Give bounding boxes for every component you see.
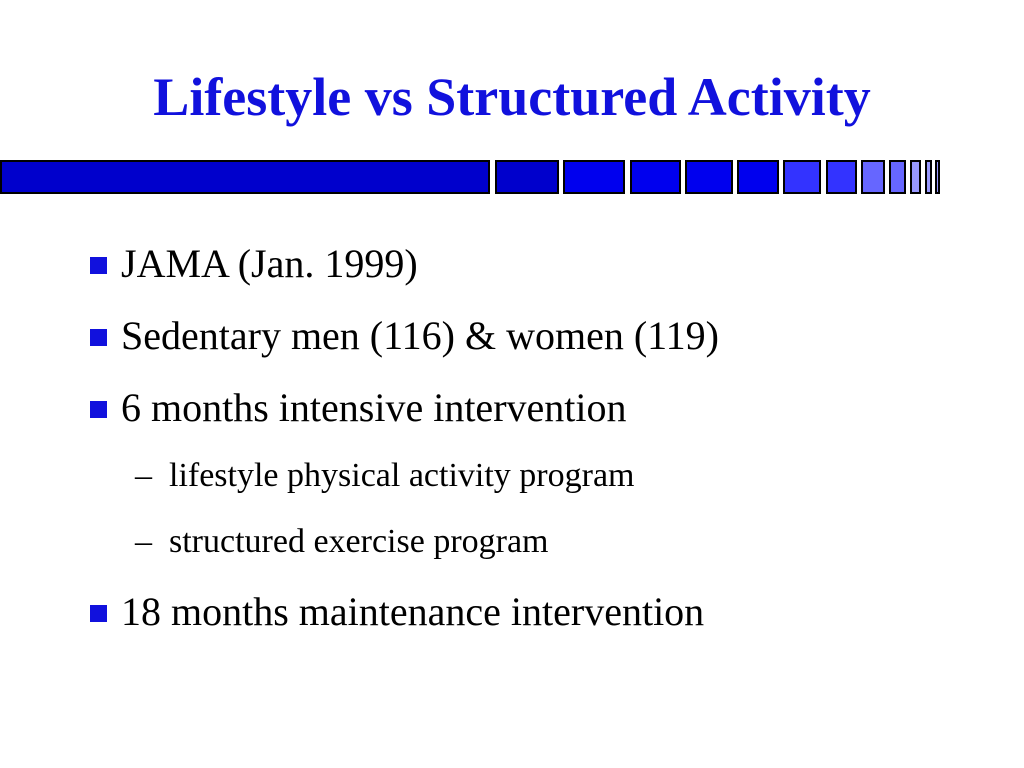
- bullet-item: [90, 384, 627, 432]
- dash-marker: –: [135, 523, 152, 560]
- square-bullet-icon: [90, 329, 107, 346]
- bullet-text: 18 months maintenance intervention: [121, 589, 705, 634]
- sub-bullet-item: [135, 522, 549, 562]
- bullet-item: [90, 312, 719, 360]
- bullet-text: 6 months intensive intervention: [121, 385, 627, 430]
- square-bullet-icon: [90, 257, 107, 274]
- sub-bullet-text: lifestyle physical activity program: [169, 457, 635, 494]
- sub-bullet-text: structured exercise program: [169, 523, 549, 560]
- bullet-text: JAMA (Jan. 1999): [121, 241, 418, 286]
- square-bullet-icon: [90, 401, 107, 418]
- sub-bullet-item: [135, 456, 634, 496]
- slide-title: Lifestyle vs Structured Activity: [153, 67, 871, 127]
- bullet-item: [90, 240, 418, 288]
- bullet-item: [90, 588, 704, 636]
- dash-marker: –: [135, 457, 152, 494]
- square-bullet-icon: [90, 605, 107, 622]
- bullet-text: Sedentary men (116) & women (119): [121, 313, 719, 358]
